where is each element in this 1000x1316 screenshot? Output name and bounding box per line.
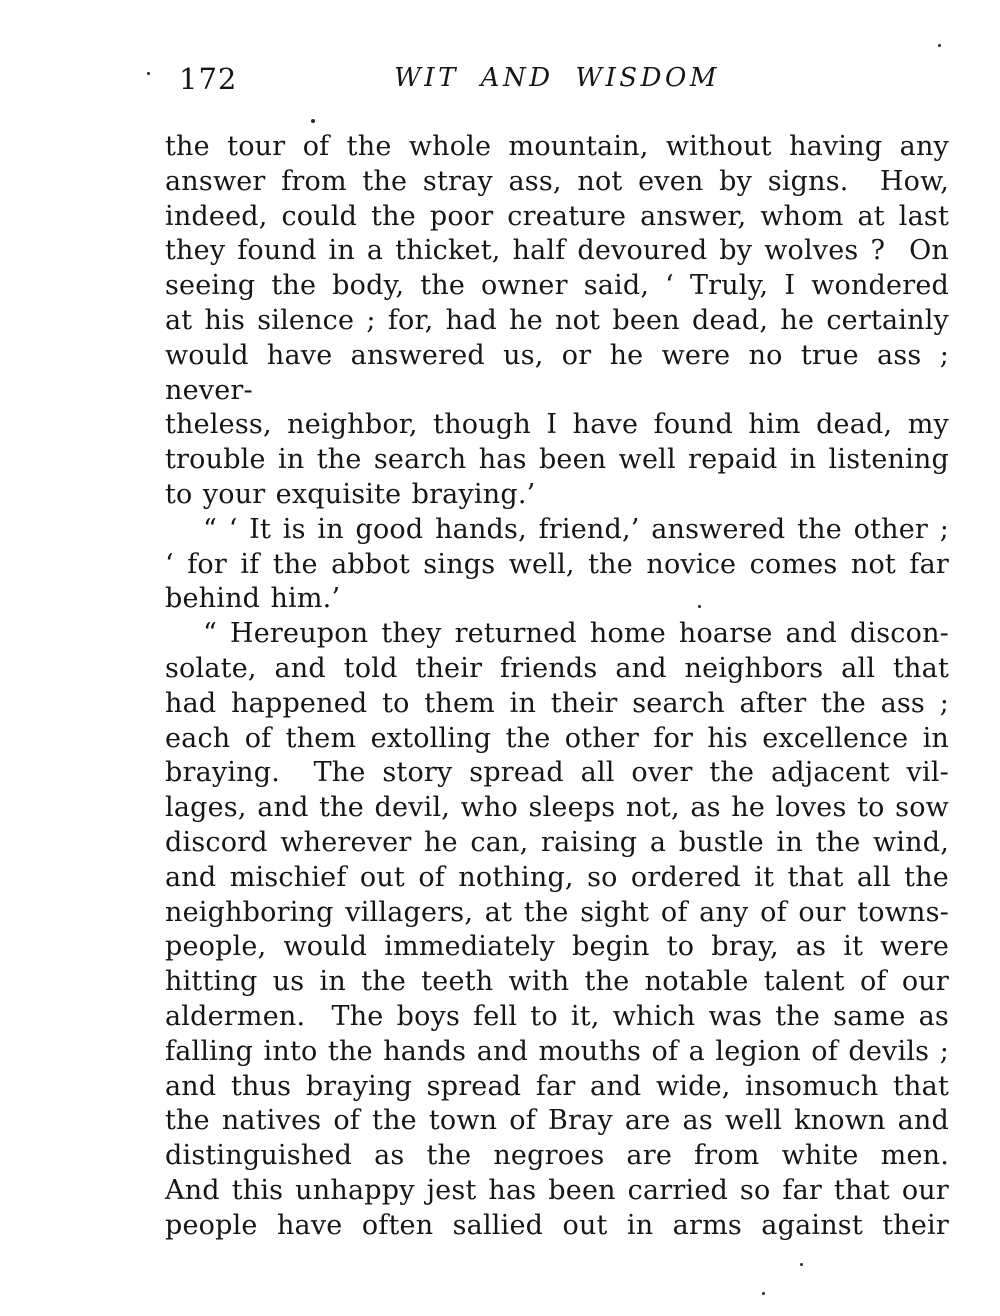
text-line: people have often sallied out in arms against their [165, 1209, 949, 1241]
text-line: solate, and told their friends and neighbors all that [165, 652, 949, 684]
text-line: aldermen. The boys fell to it, which was the same as [165, 1000, 949, 1032]
text-line: “ Hereupon they returned home hoarse and discon- [203, 618, 949, 650]
text-line: “ ‘ It is in good hands, friend,’ answered the other ; [203, 513, 949, 545]
scan-speck [311, 119, 315, 123]
running-title: WIT AND WISDOM [394, 63, 720, 93]
text-line: hitting us in the teeth with the notable talent of our [165, 966, 949, 998]
page-number: 172 [179, 62, 238, 96]
text-line: and thus braying spread far and wide, insomuch that [165, 1070, 949, 1102]
text-line: the tour of the whole mountain, without having any [165, 131, 949, 162]
body-text [165, 130, 949, 1244]
scan-speck [800, 1263, 803, 1266]
text-line: each of them extolling the other for his excellence in [165, 722, 949, 754]
scan-speck [698, 605, 701, 608]
text-line: behind him.’ [165, 583, 341, 615]
text-line: would have answered us, or he were no true ass ; never- [165, 339, 949, 406]
scan-speck [938, 44, 941, 47]
text-line: people, would immediately begin to bray, as it were [165, 931, 949, 963]
text-line: falling into the hands and mouths of a legion of devils ; [165, 1035, 949, 1067]
text-line: had happened to them in their search after the ass ; [165, 687, 949, 719]
text-line: distinguished as the negroes are from white men. [165, 1140, 949, 1172]
text-line: to your exquisite braying.’ [165, 478, 536, 510]
text-line: And this unhappy jest has been carried so far that our [165, 1174, 949, 1206]
text-line: trouble in the search has been well repaid in listening [165, 444, 949, 476]
page-header [165, 62, 949, 102]
text-line: answer from the stray ass, not even by signs. How, [165, 165, 949, 197]
scan-speck [147, 72, 150, 75]
scan-speck [762, 1292, 765, 1295]
text-line: indeed, could the poor creature answer, whom at last [165, 200, 949, 232]
text-line: they found in a thicket, half devoured by wolves ? On [165, 235, 949, 267]
text-line: ‘ for if the abbot sings well, the novice comes not far [165, 548, 949, 580]
text-line: the natives of the town of Bray are as well known and [165, 1105, 949, 1137]
text-line: and mischief out of nothing, so ordered it that all the [165, 861, 949, 893]
text-line: lages, and the devil, who sleeps not, as he loves to sow [165, 792, 949, 824]
text-line: braying. The story spread all over the adjacent vil- [165, 757, 949, 789]
text-line: seeing the body, the owner said, ‘ Truly, I wondered [165, 270, 949, 302]
text-line: discord wherever he can, raising a bustle in the wind, [165, 826, 949, 858]
text-line: neighboring villagers, at the sight of any of our towns- [165, 896, 949, 928]
text-line: theless, neighbor, though I have found him dead, my [165, 409, 949, 441]
text-line: at his silence ; for, had he not been dead, he certainly [165, 304, 949, 336]
